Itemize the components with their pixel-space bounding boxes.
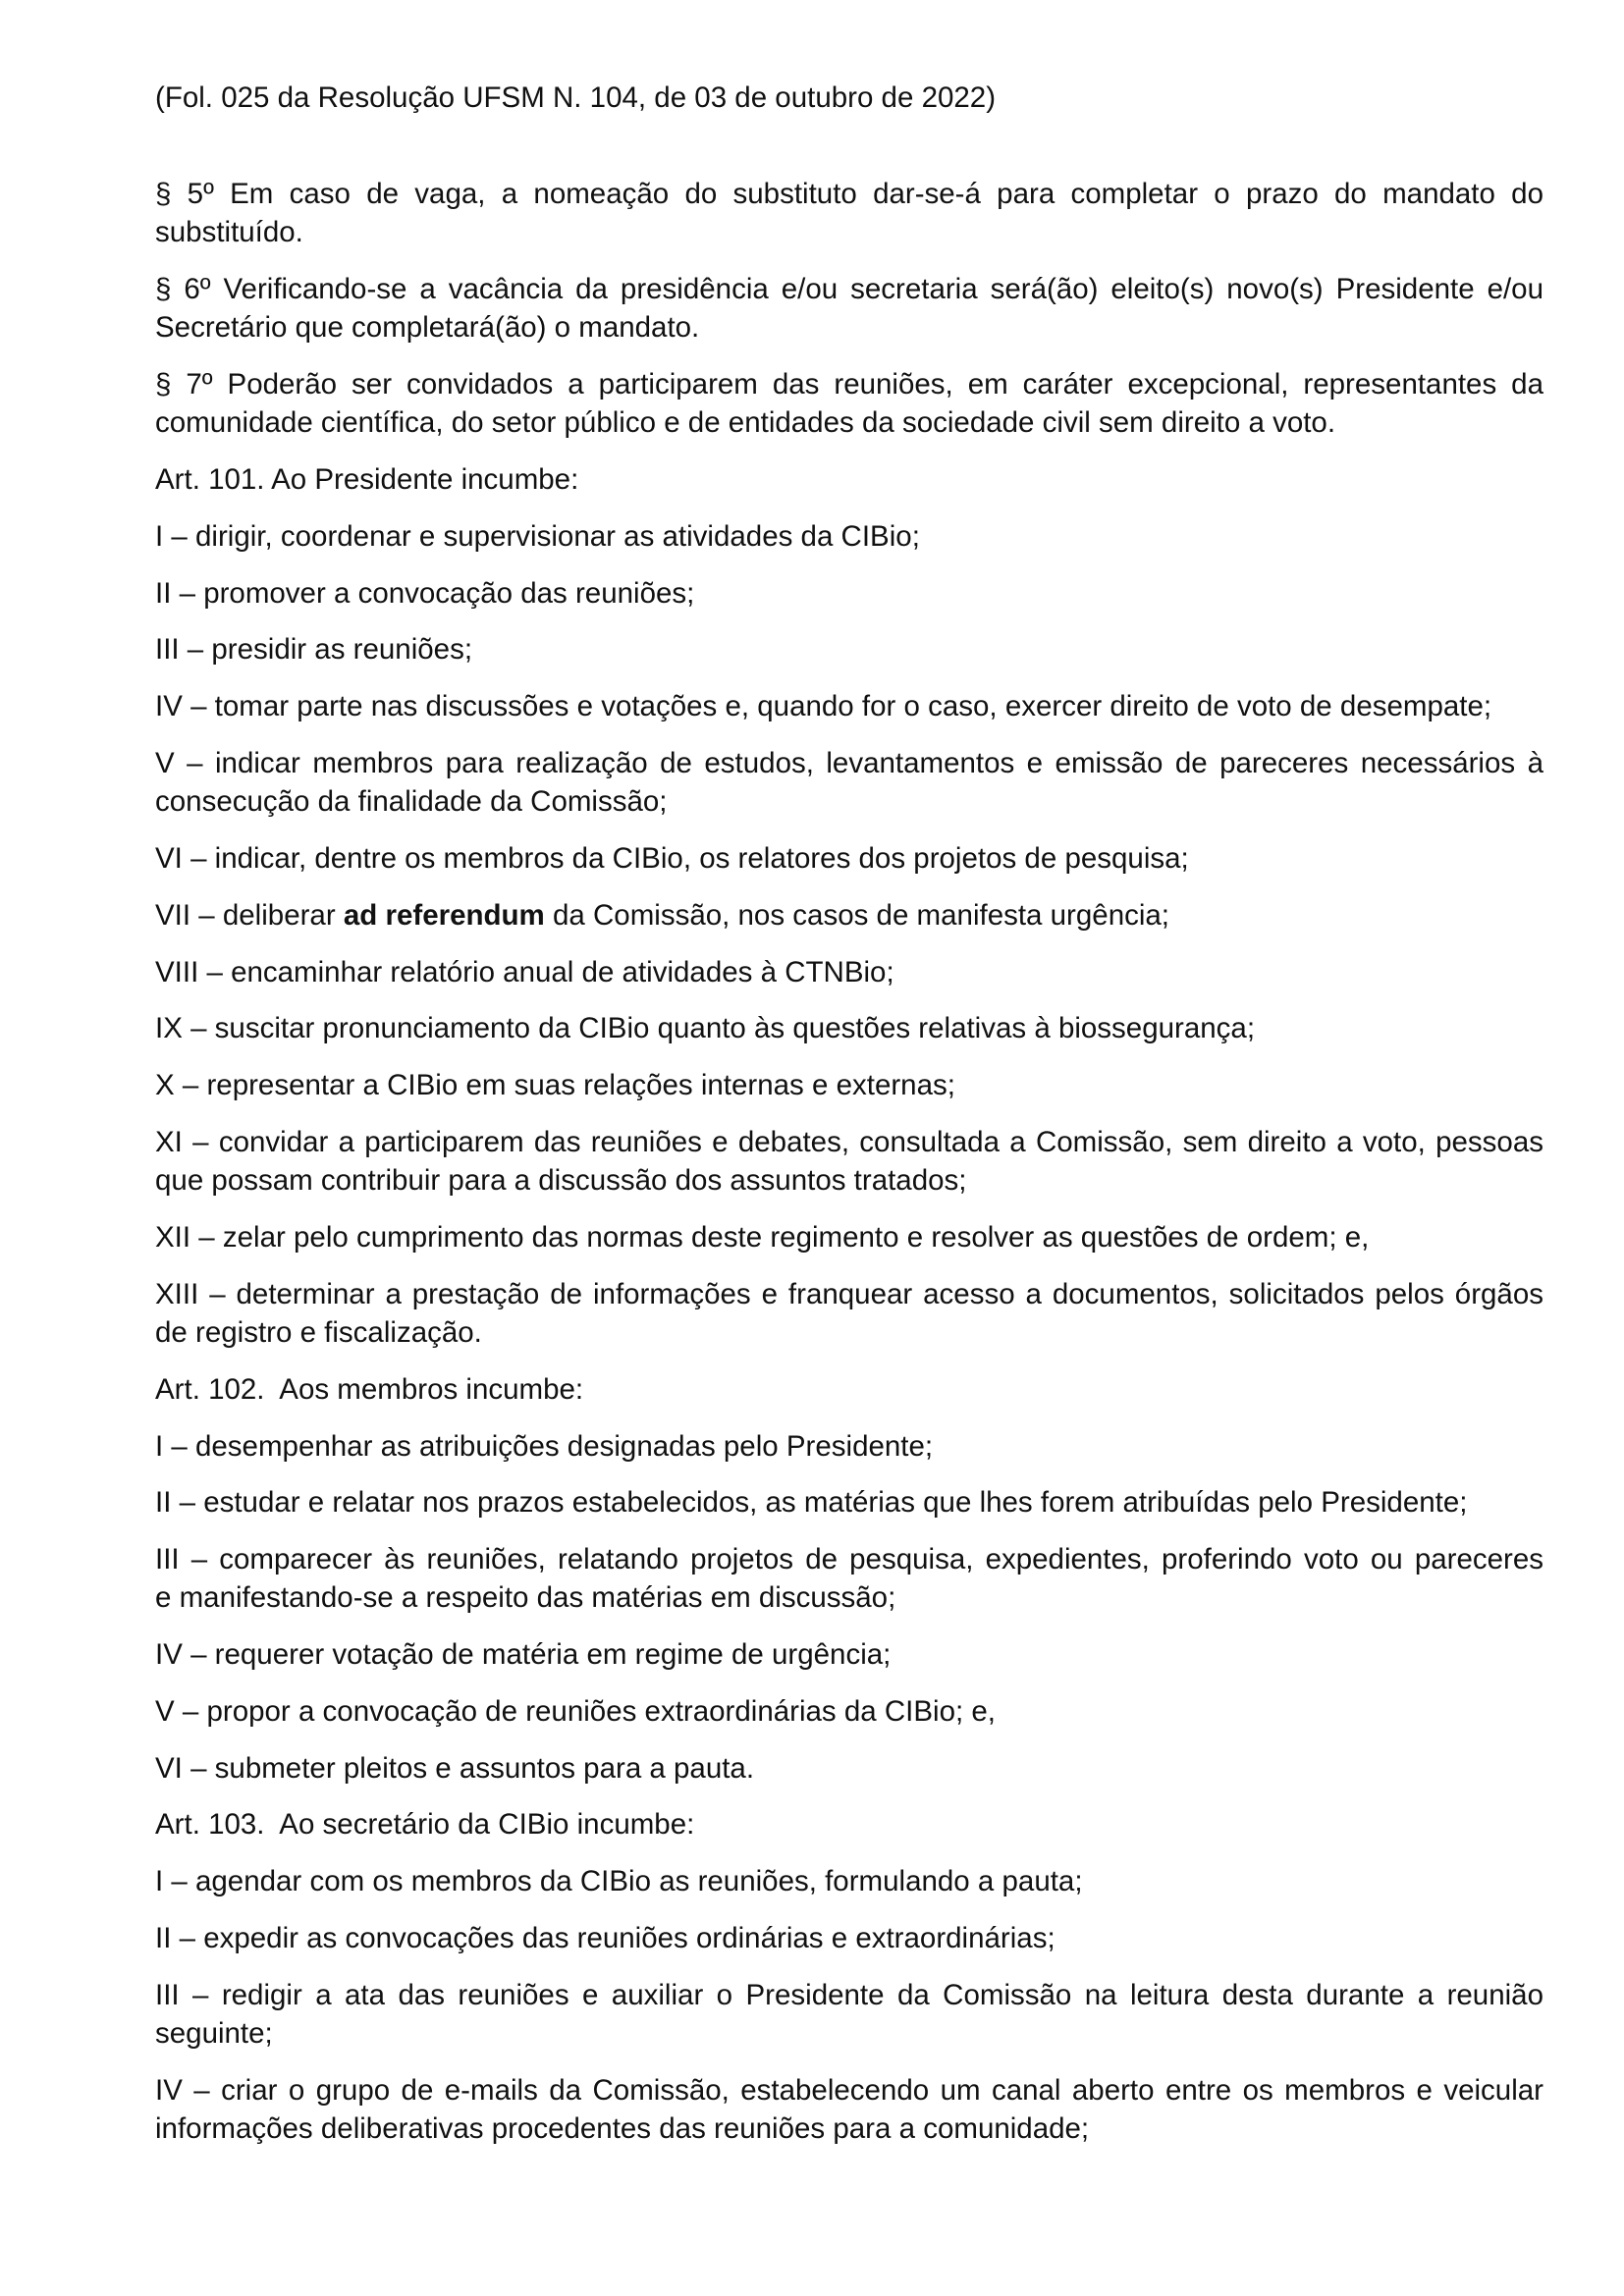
text-line: XIII – determinar a prestação de informações e franquear acesso a documentos, solicitados pelos órgãos: [155, 1277, 1543, 1310]
art101-item-vi: [155, 839, 1543, 878]
text-line: X – representar a CIBio em suas relações internas e externas;: [155, 1069, 955, 1102]
text-line: consecução da finalidade da Comissão;: [155, 785, 668, 819]
document-body: [155, 175, 1543, 2166]
text-line: IV – requerer votação de matéria em regime de urgência;: [155, 1638, 892, 1672]
text-line: VI – indicar, dentre os membros da CIBio, os relatores dos projetos de pesquisa;: [155, 842, 1189, 876]
art101-item-i: [155, 517, 1543, 556]
text-line: I – dirigir, coordenar e supervisionar as atividades da CIBio;: [155, 519, 920, 553]
text-line: substituído.: [155, 216, 303, 249]
bold-term: ad referendum: [343, 898, 545, 932]
text-line: que possam contribuir para a discussão dos assuntos tratados;: [155, 1164, 967, 1198]
text-line: II – promover a convocação das reuniões;: [155, 576, 695, 610]
art101-item-ii: [155, 574, 1543, 613]
text-line: I – agendar com os membros da CIBio as reuniões, formulando a pauta;: [155, 1865, 1083, 1898]
article-103-heading: [155, 1805, 1543, 1843]
text-line: II – expedir as convocações das reuniões ordinárias e extraordinárias;: [155, 1921, 1056, 1954]
text-line: VI – submeter pleitos e assuntos para a pauta.: [155, 1751, 755, 1785]
text-line: VIII – encaminhar relatório anual de atividades à CTNBio;: [155, 955, 894, 988]
article-102-heading: [155, 1370, 1543, 1409]
text-line: § 7º Poderão ser convidados a participarem das reuniões, em caráter excepcional, representantes da: [155, 368, 1543, 401]
art101-item-ix: [155, 1009, 1543, 1047]
art101-item-iii: [155, 630, 1543, 668]
text-line: I – desempenhar as atribuições designadas pelo Presidente;: [155, 1429, 934, 1463]
art101-item-xi: [155, 1123, 1543, 1201]
art101-item-xiii: [155, 1275, 1543, 1353]
text-segment: da Comissão, nos casos de manifesta urgência;: [544, 898, 1170, 932]
text-line: Secretário que completará(ão) o mandato.: [155, 311, 700, 345]
text-line: IV – criar o grupo de e-mails da Comissão, estabelecendo um canal aberto entre os membros e veicular: [155, 2073, 1543, 2107]
art102-item-vi: [155, 1749, 1543, 1788]
art102-item-ii: [155, 1483, 1543, 1522]
text-line: comunidade científica, do setor público e de entidades da sociedade civil sem direito a voto.: [155, 406, 1336, 440]
art101-item-v: [155, 744, 1543, 822]
text-line: informações deliberativas procedentes das reuniões para a comunidade;: [155, 2112, 1090, 2146]
text-line: IX – suscitar pronunciamento da CIBio quanto às questões relativas à biossegurança;: [155, 1012, 1256, 1045]
art102-item-i: [155, 1427, 1543, 1466]
paragraph-6: [155, 270, 1543, 347]
art101-item-viii: [155, 953, 1543, 991]
text-line: III – redigir a ata das reuniões e auxiliar o Presidente da Comissão na leitura desta durante a reunião: [155, 1978, 1543, 2011]
art101-item-x: [155, 1066, 1543, 1104]
text-line: V – propor a convocação de reuniões extraordinárias da CIBio; e,: [155, 1694, 997, 1728]
text-line: III – presidir as reuniões;: [155, 633, 473, 667]
article-101-heading: [155, 460, 1543, 499]
text-segment: VII – deliberar: [155, 898, 344, 932]
art101-item-vii: [155, 896, 1543, 934]
art101-item-iv: [155, 687, 1543, 725]
text-line: Art. 103. Ao secretário da CIBio incumbe:: [155, 1808, 695, 1842]
text-line: XI – convidar a participarem das reuniões e debates, consultada a Comissão, sem direito a voto, pessoas: [155, 1125, 1543, 1158]
art102-item-v: [155, 1692, 1543, 1731]
page-header: (Fol. 025 da Resolução UFSM N. 104, de 03 de outubro de 2022): [155, 81, 997, 114]
art103-item-iii: [155, 1976, 1543, 2054]
text-line: V – indicar membros para realização de estudos, levantamentos e emissão de pareceres necessários à: [155, 747, 1543, 780]
text-line: Art. 101. Ao Presidente incumbe:: [155, 463, 579, 497]
art102-item-iv: [155, 1635, 1543, 1674]
text-line: e manifestando-se a respeito das matérias em discussão;: [155, 1581, 896, 1615]
paragraph-5: [155, 175, 1543, 252]
art103-item-iv: [155, 2071, 1543, 2149]
text-line: [155, 896, 1543, 934]
paragraph-7: [155, 365, 1543, 443]
art103-item-i: [155, 1862, 1543, 1900]
text-line: § 5º Em caso de vaga, a nomeação do substituto dar-se-á para completar o prazo do mandato do: [155, 178, 1543, 210]
text-line: de registro e fiscalização.: [155, 1316, 482, 1350]
art101-item-xii: [155, 1218, 1543, 1256]
text-line: XII – zelar pelo cumprimento das normas deste regimento e resolver as questões de ordem; e,: [155, 1220, 1370, 1254]
text-line: Art. 102. Aos membros incumbe:: [155, 1372, 584, 1406]
text-line: § 6º Verificando-se a vacância da presidência e/ou secretaria será(ão) eleito(s) novo(s) Presidente e/ou: [155, 273, 1543, 306]
text-line: seguinte;: [155, 2017, 273, 2051]
text-line: IV – tomar parte nas discussões e votações e, quando for o caso, exercer direito de voto de desempate;: [155, 690, 1492, 723]
text-line: III – comparecer às reuniões, relatando projetos de pesquisa, expedientes, proferindo voto ou pareceres: [155, 1543, 1543, 1576]
text-line: II – estudar e relatar nos prazos estabelecidos, as matérias que lhes forem atribuídas pelo Presidente;: [155, 1486, 1468, 1520]
art103-item-ii: [155, 1919, 1543, 1957]
art102-item-iii: [155, 1540, 1543, 1618]
